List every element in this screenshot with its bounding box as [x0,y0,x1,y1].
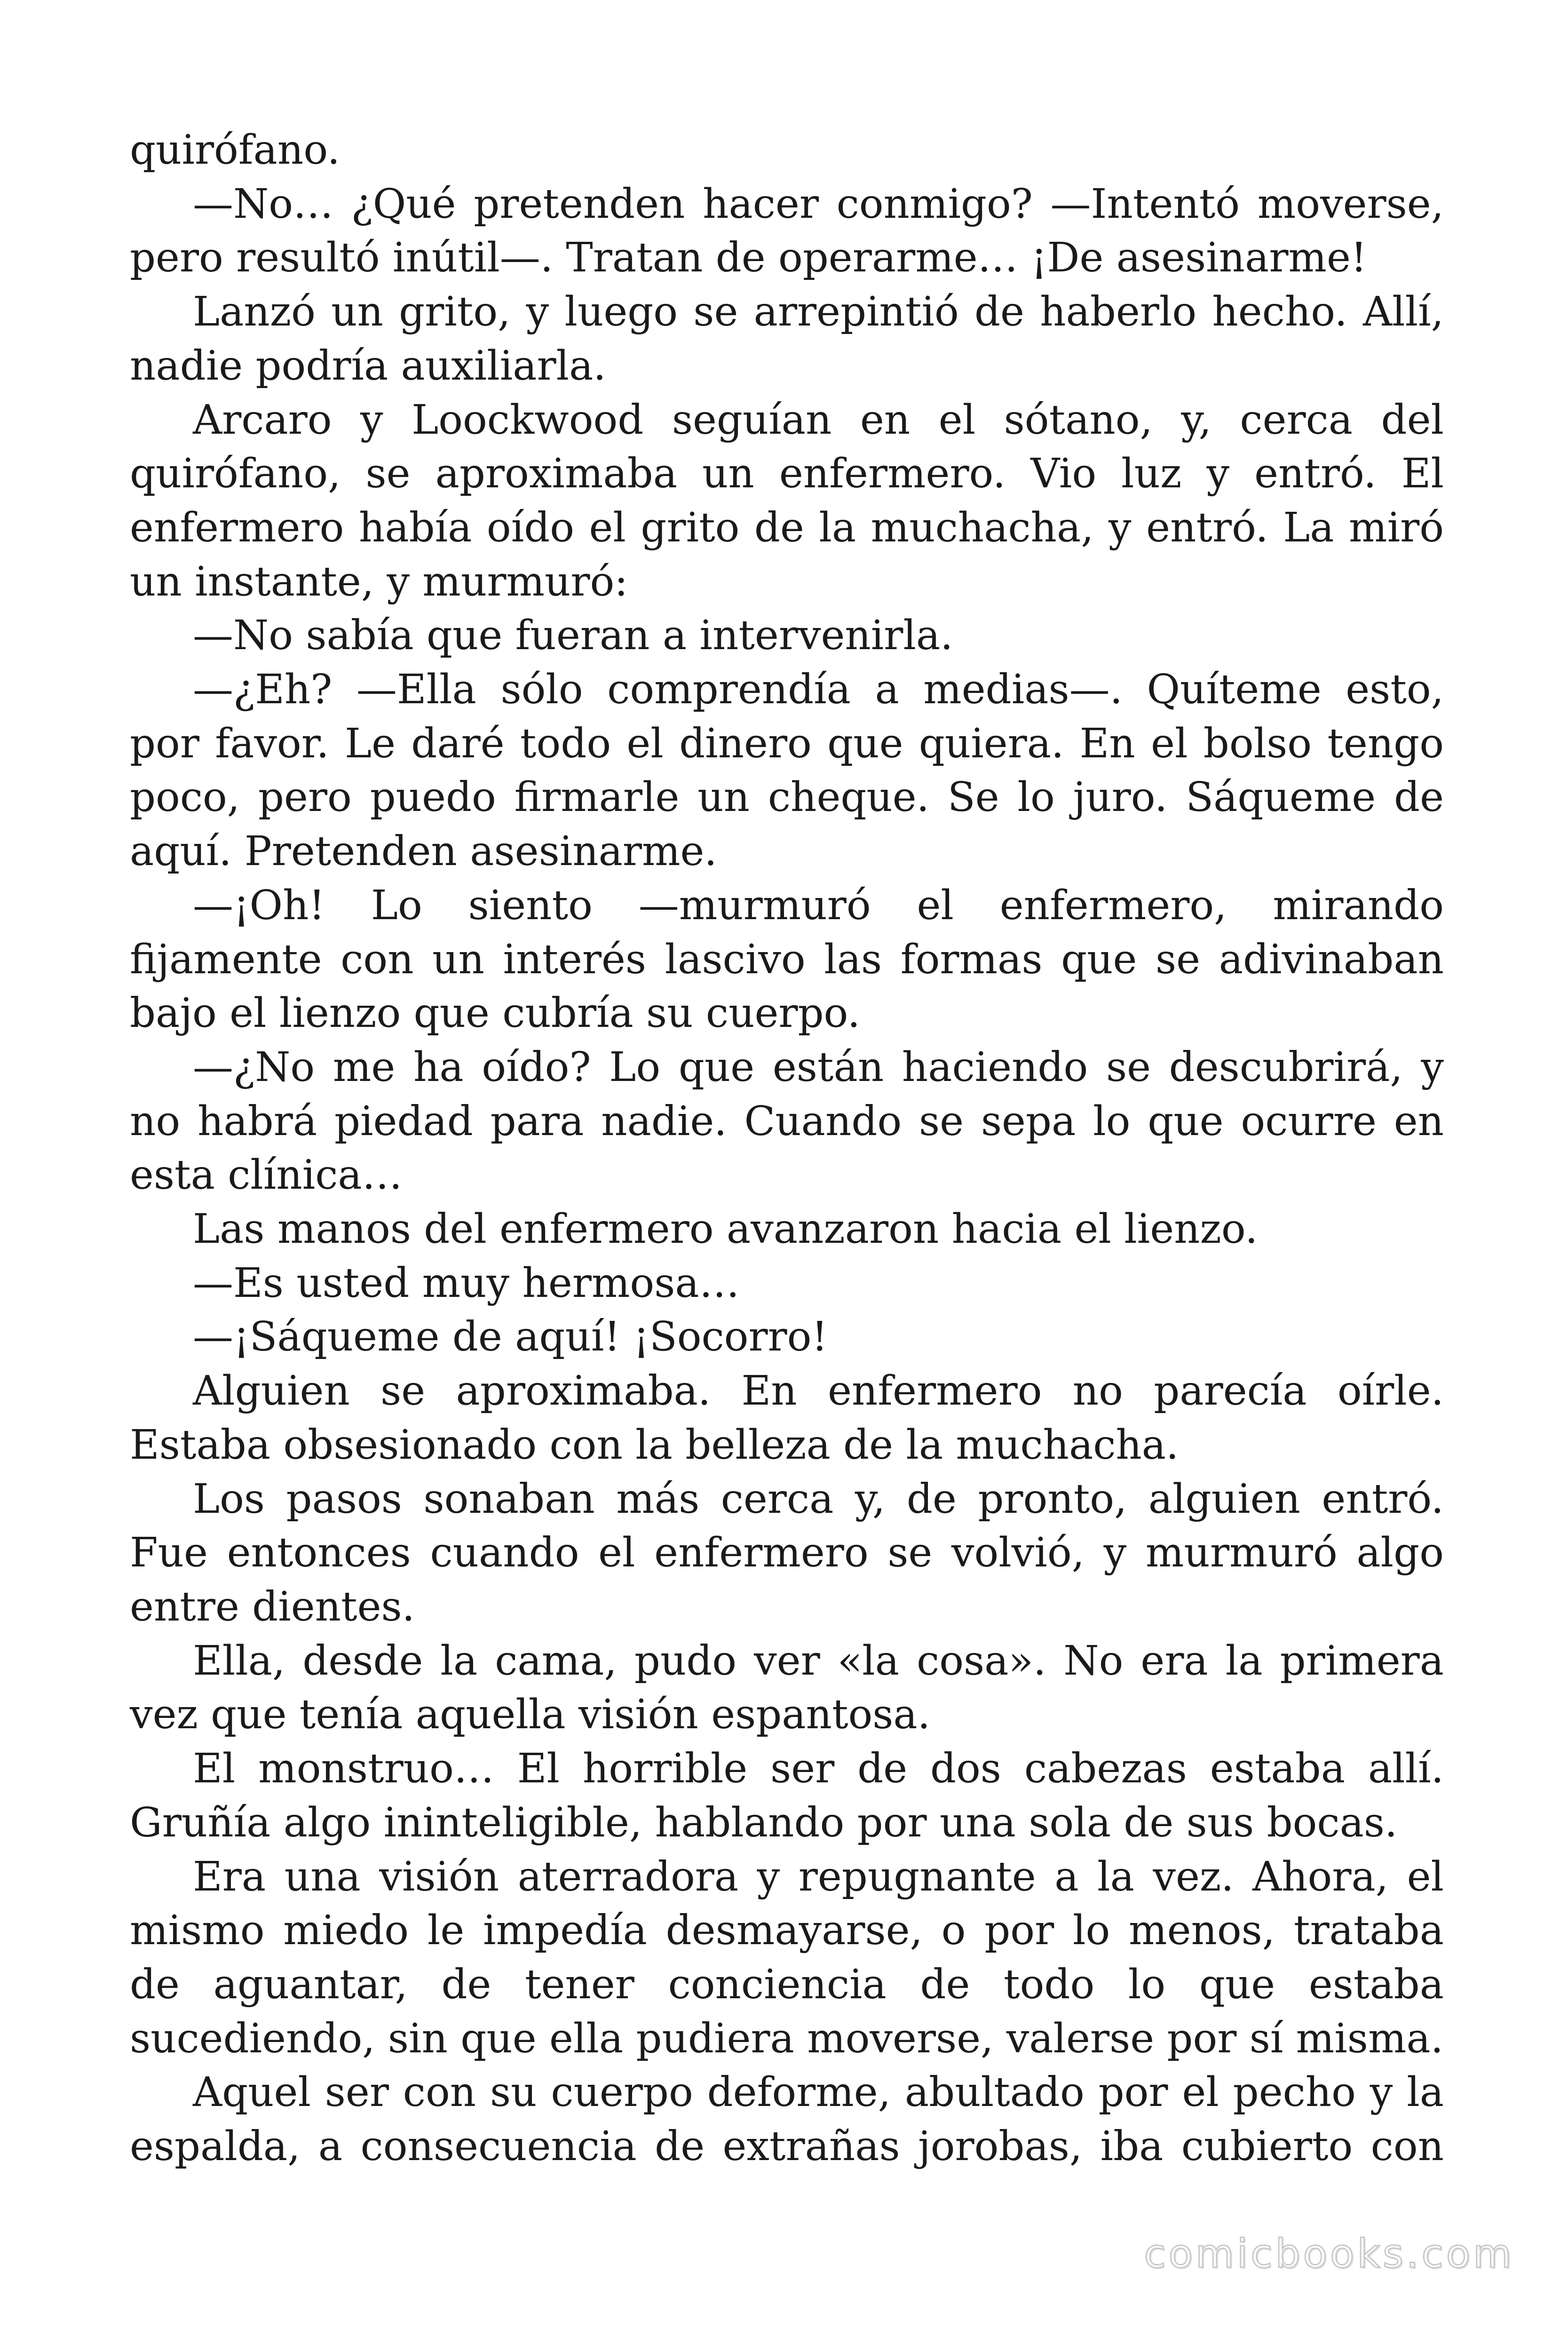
paragraph: —¡Oh! Lo siento —murmuró el enfermero, mirando fijamente con un interés lascivo las formas que se adivinaban bajo el lienzo que cubría su cuerpo. [130,882,1444,1037]
paragraph: Alguien se aproximaba. En enfermero no parecía oírle. Estaba obsesionado con la belleza de la muchacha. [130,1367,1444,1469]
watermark: comicbooks.com [1144,2231,1514,2277]
paragraph: —No sabía que fueran a intervenirla. [193,612,953,660]
paragraph: quirófano. [130,127,340,174]
paragraph: —¡Sáqueme de aquí! ¡Socorro! [193,1313,828,1361]
paragraph: Arcaro y Loockwood seguían en el sótano, y, cerca del quirófano, se aproximaba un enfermero. Vio luz y entró. El enfermero había oído el grito de la muchacha, y entró. La miró un instante, y murmuró: [130,396,1444,605]
paragraph: —¿No me ha oído? Lo que están haciendo se descubrirá, y no habrá piedad para nadie. Cuando se sepa lo que ocurre en esta clínica… [130,1043,1444,1199]
paragraph: Lanzó un grito, y luego se arrepintió de haberlo hecho. Allí, nadie podría auxiliarla. [130,288,1444,389]
paragraph: —¿Eh? —Ella sólo comprendía a medias—. Quíteme esto, por favor. Le daré todo el dinero que quiera. En el bolso tengo poco, pero puedo firmarle un cheque. Se lo juro. Sáqueme de aquí. Pretenden asesinarme. [130,666,1444,875]
paragraph: —Es usted muy hermosa… [193,1259,740,1307]
paragraph: Las manos del enfermero avanzaron hacia el lienzo. [193,1206,1258,1253]
paragraph: Aquel ser con su cuerpo deforme, abultado por el pecho y la espalda, a consecuencia de extrañas jorobas, iba cubierto con [130,2069,1444,2170]
paragraph: —No… ¿Qué pretenden hacer conmigo? —Intentó moverse, pero resultó inútil—. Tratan de operarme… ¡De asesinarme! [130,180,1444,282]
page-body [130,123,1444,2174]
paragraph: El monstruo… El horrible ser de dos cabezas estaba allí. Gruñía algo ininteligible, hablando por una sola de sus bocas. [130,1745,1444,1846]
paragraph: Ella, desde la cama, pudo ver «la cosa». No era la primera vez que tenía aquella visión espantosa. [130,1637,1444,1739]
paragraph: Era una visión aterradora y repugnante a la vez. Ahora, el mismo miedo le impedía desmayarse, o por lo menos, trataba de aguantar, de tener conciencia de todo lo que estaba sucediendo, sin que ella pudiera moverse, valerse por sí misma. [130,1853,1444,2062]
paragraph: Los pasos sonaban más cerca y, de pronto, alguien entró. Fue entonces cuando el enfermero se volvió, y murmuró algo entre dientes. [130,1475,1444,1630]
